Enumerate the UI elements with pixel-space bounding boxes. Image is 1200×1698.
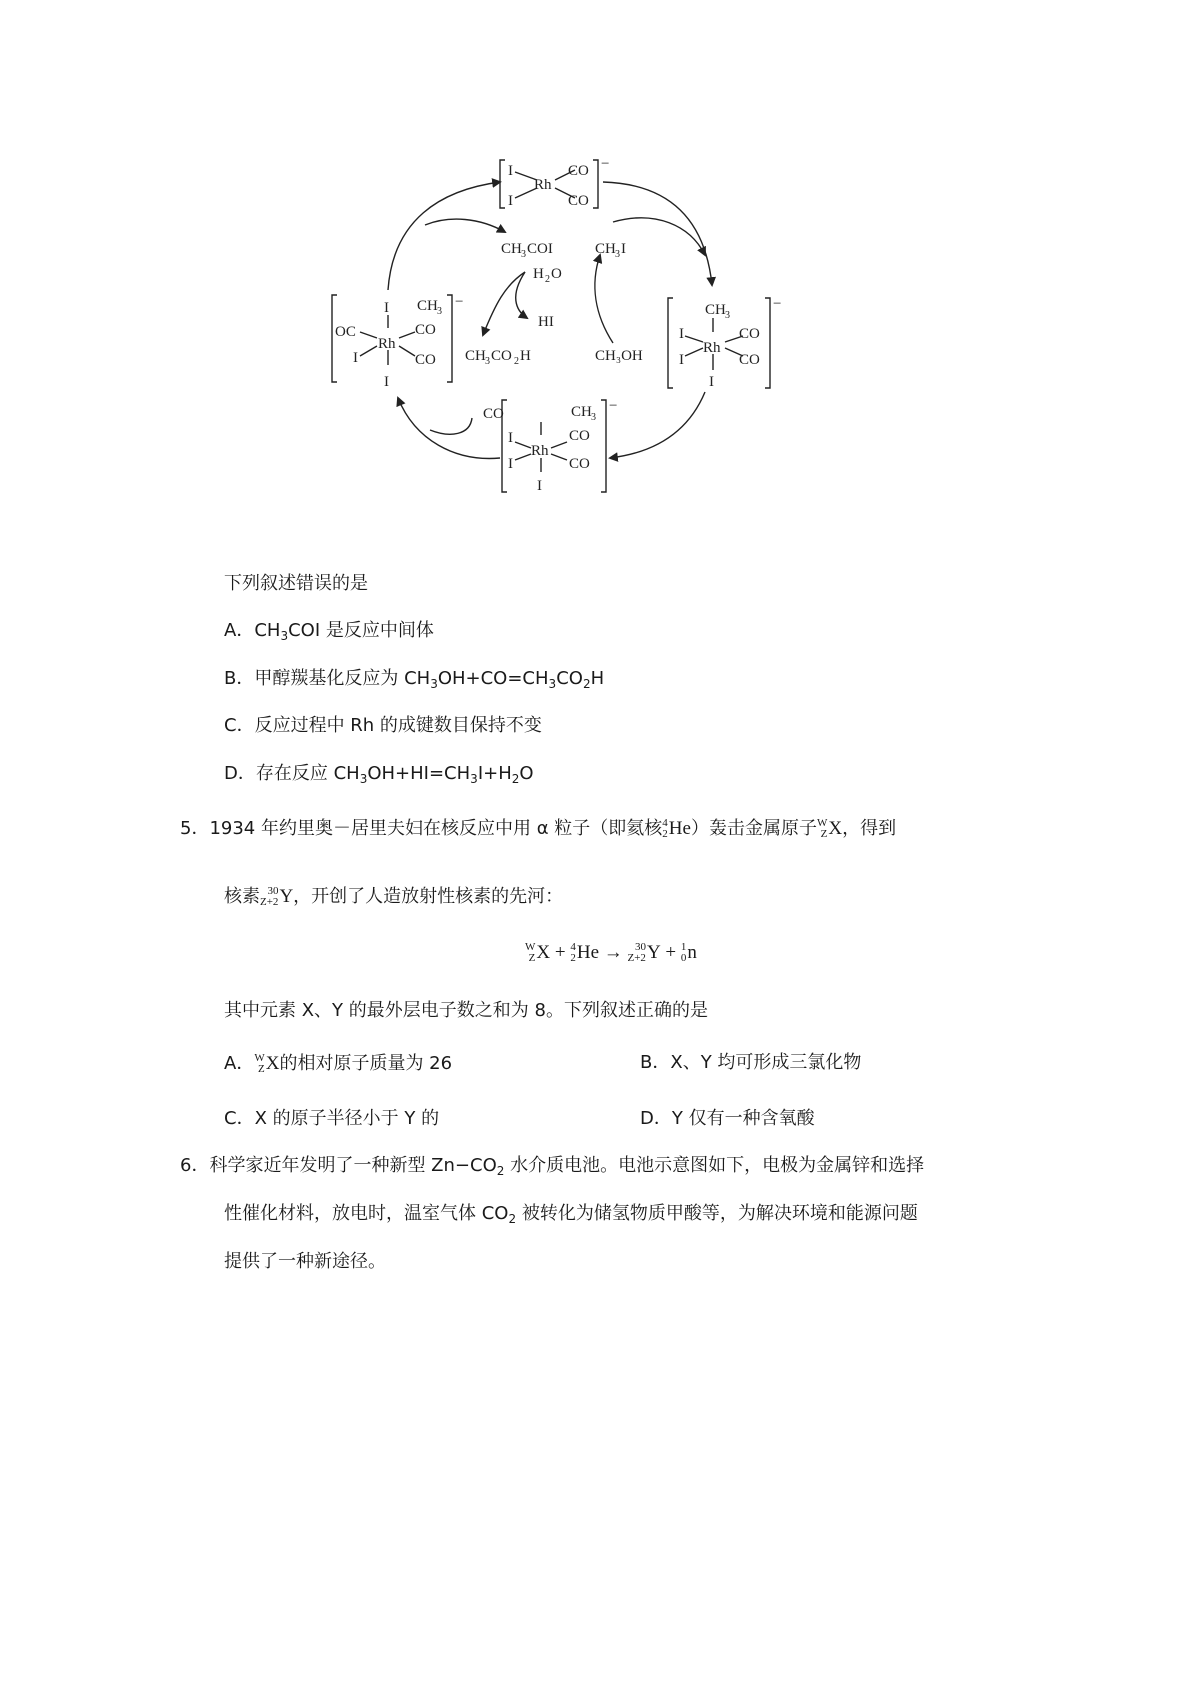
left-OC: OC [335,324,356,340]
top-CO1: CO [568,163,589,179]
right-CH3: CH [705,302,726,318]
q5-option-d: D．Y 仅有一种含氧酸 [640,1108,815,1129]
species-ch3coi-b: COI [527,241,553,257]
species-h2o-sub: 2 [545,274,550,285]
q6-line2: 性催化材料，放电时，温室气体 $CO_2$ 被转化为储氢物质甲酸等，为解决环境和能源问题 [224,1203,918,1226]
left-I-top: I [384,300,389,316]
species-ch3coi-sub: 3 [521,249,526,260]
nuclide-n: 1 0 n [680,940,697,964]
species-ch3i-a: CH [595,241,616,257]
arrow-ch3coi-hydrolysis [483,272,525,335]
bottom-CH3: CH [571,404,592,420]
right-CO1: CO [739,326,760,342]
species-ch3co2h-c: H [520,348,531,364]
reaction-arrow: → [599,942,628,963]
q4-option-c: C．反应过程中 Rh 的成键数目保持不变 [224,715,542,736]
nuclide-y: 30 Z+2 Y [260,884,294,908]
arrow-ch3oh-to-ch3i [595,255,613,343]
arrow-top-to-ch3coi [425,219,505,232]
species-ch3oh: CH₃OH [595,348,643,364]
q5-line3: 其中元素 X、Y 的最外层电子数之和为 8。下列叙述正确的是 [224,1000,708,1021]
left-I-left: I [353,350,358,366]
left-charge: − [455,294,464,310]
q4-option-b: B．甲醇羰基化反应为 $CH_3OH+CO=CH_3CO_2H$ [224,668,605,691]
bottom-I2: I [508,456,513,472]
bottom-CO: CO [569,456,590,472]
q4-stem: 下列叙述错误的是 [224,573,368,594]
right-CH3-sub: 3 [725,310,730,321]
q5-option-a-label: A． [224,1053,255,1074]
left-CH3-sub: 3 [437,306,442,317]
right-CO2: CO [739,352,760,368]
q4-option-a: A．$CH_3COI$ 是反应中间体 [224,620,434,643]
species-h2o-b: O [551,266,562,282]
species-hi: HI [538,314,554,330]
q4-option-c-label: C． [224,715,255,736]
q6-number: 6． [180,1155,210,1176]
species-ch3coi-a: CH [501,241,522,257]
species-h2o-a: H [533,266,544,282]
nuclide-x: W Z X [816,816,843,840]
bottom-acylCO: CO [569,428,590,444]
species-ch3i-b: I [621,241,626,257]
q6-line1: 6．科学家近年发明了一种新型 $Zn-CO_2$ 水介质电池。电池示意图如下，电极为金属锌和选择 [180,1155,925,1178]
top-CO2: CO [568,193,589,209]
q5-option-c: C．X 的原子半径小于 Y 的 [224,1108,440,1129]
right-Rh: Rh [703,340,721,356]
species-ch3co2h-sub2: 2 [514,356,519,367]
left-CO: CO [415,352,436,368]
right-I2: I [679,352,684,368]
top-charge: − [601,156,610,172]
bottom-Rh: Rh [531,443,549,459]
arrow-right-to-bottom [610,392,705,458]
top-Rh: Rh [534,177,552,193]
species-ch3co2h-a: CH [465,348,486,364]
catalytic-cycle-diagram [335,156,865,535]
species-ch3co2h-b: CO [491,348,512,364]
q6-line3: 提供了一种新途径。 [224,1251,386,1272]
top-I2: I [508,193,513,209]
left-I-bottom: I [384,374,389,390]
nuclear-equation: W Z X + 4 2 He → 30 Z+2 Y + 1 0 n [525,940,697,964]
bottom-I1: I [508,430,513,446]
species-ch3co2h-sub1: 3 [485,356,490,367]
q4-option-d-label: D． [224,763,256,784]
species-co-in: CO [483,406,504,422]
q5-option-b: B．X、Y 均可形成三氯化物 [640,1052,862,1073]
right-I3: I [709,374,714,390]
arrow-top-to-right [603,182,712,285]
arrow-co-in [430,418,472,434]
q5-number: 5． [180,818,210,839]
nuclide-he: 4 2 He [662,816,691,840]
bottom-I3: I [537,478,542,494]
q5-option-b-label: B． [640,1052,671,1073]
q4-option-a-label: A． [224,620,255,641]
right-charge: − [773,296,782,312]
q5-option-d-label: D． [640,1108,672,1129]
right-I1: I [679,326,684,342]
arrow-h2o-to-hi [516,272,527,318]
q5-line2: 核素 30 Z+2 Y，开创了人造放射性核素的先河： [224,883,563,910]
bottom-charge: − [609,398,618,414]
left-CH3: CH [417,298,438,314]
q5-option-c-label: C． [224,1108,255,1129]
bottom-CH3-sub: 3 [591,412,596,423]
left-acylCO: CO [415,322,436,338]
q5-option-a: A． W Z X的相对原子质量为 26 [224,1051,453,1075]
q4-option-b-label: B． [224,668,255,689]
q5-line1: 5．1934 年约里奥－居里夫妇在核反应中用 α 粒子（即氦核 4 2 He）轰击金属原子 W Z X，得到 [180,815,896,842]
top-I1: I [508,163,513,179]
q4-option-d: D．存在反应 $CH_3OH+HI=CH_3I+H_2O$ [224,763,534,786]
arrow-left-to-top [388,182,500,290]
species-ch3i-sub: 3 [615,249,620,260]
left-Rh: Rh [378,336,396,352]
